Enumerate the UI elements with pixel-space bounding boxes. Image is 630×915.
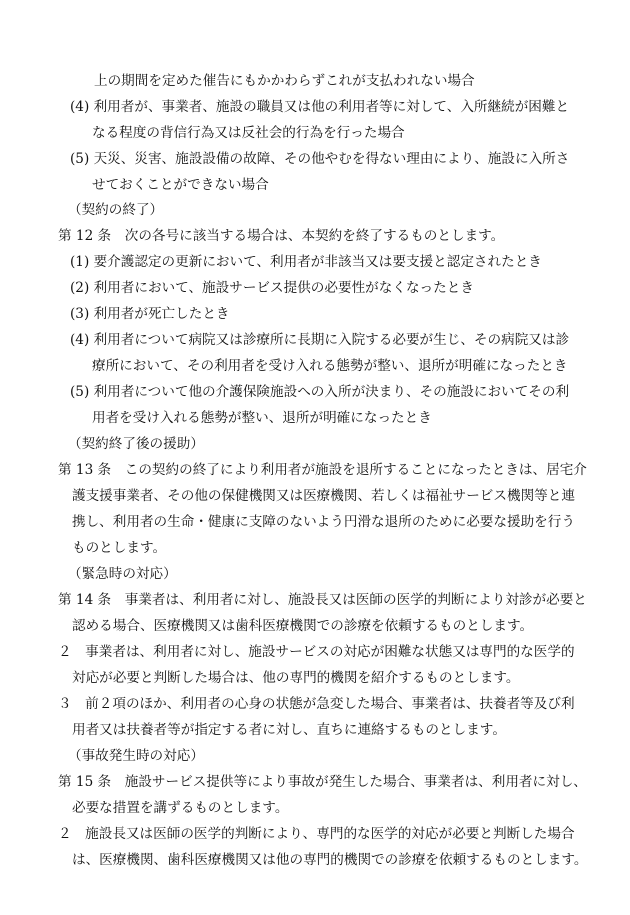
article-13-line-3: 携し、利用者の生命・健康に支障のないよう円滑な退所のために必要な援助を行う xyxy=(72,514,575,530)
item-3-continuation: 上の期間を定めた催告にもかかわらずこれが支払われない場合 xyxy=(94,73,475,89)
article-14-line-2: 認める場合、医療機関又は歯科医療機関での診療を依頼するものとします。 xyxy=(72,618,534,634)
item-5-line-1: (5) 天災、災害、施設設備の故障、その他やむを得ない理由により、施設に入所さ xyxy=(70,151,570,167)
article-15-heading: （事故発生時の対応） xyxy=(68,748,204,764)
article-14-para-2-line-2: 対応が必要と判断した場合は、他の専門的機関を紹介するものとします。 xyxy=(72,670,520,686)
article-13-line-1: 第 13 条 この契約の終了により利用者が施設を退所することになったときは、居宅介 xyxy=(58,462,587,478)
item-4-line-2: なる程度の背信行為又は反社会的行為を行った場合 xyxy=(92,125,405,141)
item-4-line-1: (4) 利用者が、事業者、施設の職員又は他の利用者等に対して、入所継続が困難と xyxy=(70,99,570,115)
article-14-para-3-line-1: ３ 前２項のほか、利用者の心身の状態が急変した場合、事業者は、扶養者等及び利 xyxy=(58,696,575,712)
article-12-heading: （契約の終了） xyxy=(68,202,164,218)
article-12-lead: 第 12 条 次の各号に該当する場合は、本契約を終了するものとします。 xyxy=(58,228,505,244)
article-12-item-4-line-1: (4) 利用者について病院又は診療所に長期に入院する必要が生じ、その病院又は診 xyxy=(70,332,570,348)
article-14-para-2-line-1: ２ 事業者は、利用者に対し、施設サービスの対応が困難な状態又は専門的な医学的 xyxy=(58,644,575,660)
article-14-heading: （緊急時の対応） xyxy=(68,566,177,582)
item-5-line-2: せておくことができない場合 xyxy=(92,177,269,193)
article-13-line-4: ものとします。 xyxy=(72,540,167,556)
article-13-heading: （契約終了後の援助） xyxy=(68,436,204,452)
article-12-item-2: (2) 利用者において、施設サービス提供の必要性がなくなったとき xyxy=(70,280,474,296)
article-12-item-1: (1) 要介護認定の更新において、利用者が非該当又は要支援と認定されたとき xyxy=(70,254,542,270)
article-15-para-2-line-1: ２ 施設長又は医師の医学的判断により、専門的な医学的対応が必要と判断した場合 xyxy=(58,826,575,842)
article-12-item-4-line-2: 療所において、その利用者を受け入れる態勢が整い、退所が明確になったとき xyxy=(92,358,568,374)
article-14-para-3-line-2: 用者又は扶養者等が指定する者に対し、直ちに連絡するものとします。 xyxy=(72,722,506,738)
article-15-para-2-line-2: は、医療機関、歯科医療機関又は他の専門的機関での診療を依頼するものとします。 xyxy=(72,852,588,868)
article-12-item-5-line-2: 用者を受け入れる態勢が整い、退所が明確になったとき xyxy=(92,410,432,426)
article-15-line-2: 必要な措置を講ずるものとします。 xyxy=(72,800,289,816)
article-15-line-1: 第 15 条 施設サービス提供等により事故が発生した場合、事業者は、利用者に対し、 xyxy=(58,774,587,790)
article-12-item-3: (3) 利用者が死亡したとき xyxy=(70,306,230,322)
article-12-item-5-line-1: (5) 利用者について他の介護保険施設への入所が決まり、その施設においてその利 xyxy=(70,384,570,400)
article-13-line-2: 護支援事業者、その他の保健機関又は医療機関、若しくは福祉サービス機関等と連 xyxy=(72,488,575,504)
article-14-line-1: 第 14 条 事業者は、利用者に対し、施設長又は医師の医学的判断により対診が必要と xyxy=(58,592,587,608)
